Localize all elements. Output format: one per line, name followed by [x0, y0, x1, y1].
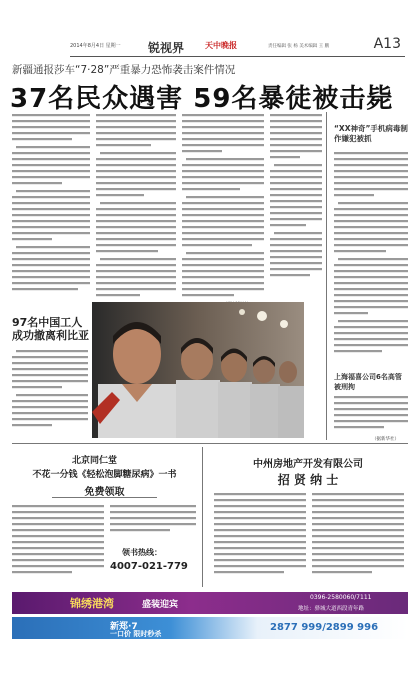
ad-text-block-left — [12, 503, 104, 581]
ad-divider — [52, 497, 157, 498]
banner-ad-property-1[interactable] — [12, 592, 408, 614]
small-story-title: 上海福喜公司6名高管被刑拘 — [334, 373, 402, 391]
article-kicker: 新疆通报莎车“7·28”严重暴力恐怖袭击案件情况 — [12, 64, 236, 76]
sidebar-text-block — [334, 150, 408, 360]
sidebar-story-title: “XX神奇”手机病毒制作嫌犯被抓 — [334, 124, 408, 143]
photo-story-title: 97名中国工人成功撤离利比亚 — [12, 316, 89, 342]
ad-zhongzhou-recruit[interactable] — [208, 447, 408, 587]
editor-credits: 责任编辑 张 杨 美术编辑 王 鹏 — [268, 44, 330, 49]
newspaper-brand: 天中晚报 — [205, 41, 237, 50]
workers-photo-illustration — [92, 302, 304, 438]
section-divider — [12, 443, 408, 444]
page-number: A13 — [373, 36, 401, 52]
sidebar-byline: （据新华社） — [372, 437, 399, 442]
banner-ad-property-2[interactable] — [12, 617, 408, 639]
recruit-text-right — [312, 491, 404, 583]
recruit-title: 招 贤 纳 士 — [277, 473, 339, 487]
recruit-text-left — [214, 491, 306, 583]
article-column-4 — [270, 112, 322, 300]
small-story-text-block — [334, 394, 408, 436]
ad-column-divider — [202, 447, 203, 587]
sidebar-story-text — [334, 150, 408, 360]
banner2-phone: 2877 999/2899 996 — [270, 622, 379, 633]
header-date: 2014年8月4日 星期一 — [70, 43, 121, 49]
ad-hotline-label: 领书热线： — [122, 548, 162, 557]
article-column-2 — [96, 112, 176, 300]
banner-phone: 0396-2580060/7111 — [310, 594, 372, 601]
photo-story-text — [12, 348, 88, 438]
banner2-slogan: 一口价 限时秒杀 — [110, 630, 162, 638]
article-column-1 — [12, 112, 90, 300]
ad-tongrentang[interactable] — [12, 447, 197, 587]
article-text-block — [270, 112, 322, 300]
small-story-text — [334, 394, 408, 436]
news-photo-workers — [92, 302, 304, 438]
article-text-block — [182, 112, 264, 300]
page-header — [70, 36, 405, 57]
ad-text-block-right — [110, 503, 196, 537]
section-title: 锐视界 — [148, 41, 185, 55]
photo-story-text-block — [12, 348, 88, 438]
company-name: 中州房地产开发有限公司 — [253, 459, 363, 470]
banner-headline: 锦绣港湾 — [70, 597, 114, 610]
ad-org-name: 北京同仁堂 — [72, 456, 118, 466]
article-text-block — [12, 112, 90, 300]
banner2-brand: 新郑·7 — [110, 622, 138, 632]
column-divider — [326, 112, 327, 440]
banner-subhead: 盛装迎宾 — [142, 600, 179, 610]
ad-book-title: 不花一分钱《轻松泡脚糖尿病》一书 — [32, 470, 177, 480]
banner-address: 地址：驿城大道西段青年路 — [298, 606, 365, 612]
ad-free-label: 免费领取 — [84, 487, 125, 498]
article-text-block — [96, 112, 176, 300]
ad-hotline-number[interactable]: 4007-021-779 — [110, 561, 188, 572]
article-headline: 37名民众遇害 59名暴徒被击毙 — [10, 84, 394, 114]
article-column-3 — [182, 112, 264, 300]
